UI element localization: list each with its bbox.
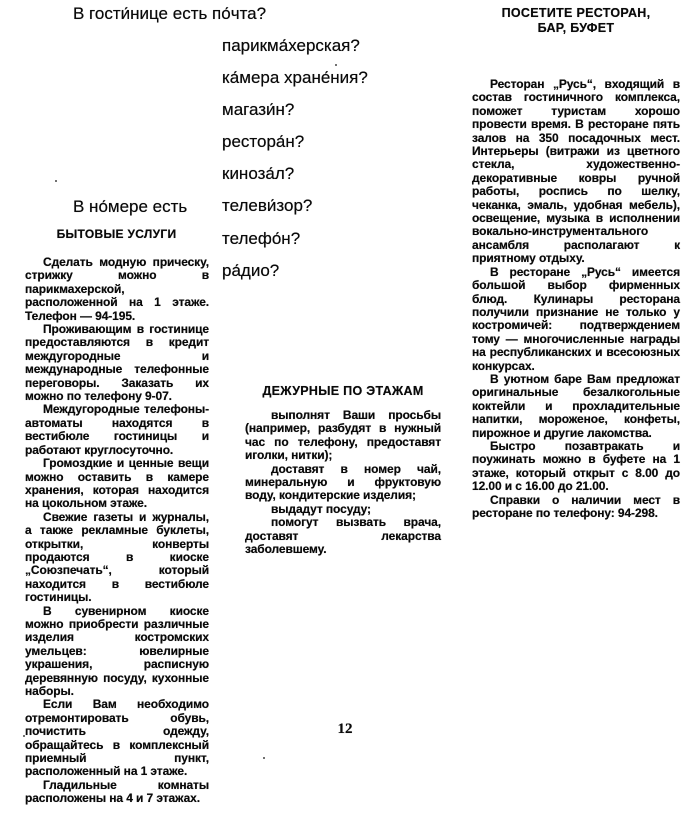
restaurant-paragraph: Ресторан „Русь“, входящий в состав гостиничного комплекса, поможет туристам хорошо провести время. В ресторане пять залов на 350 посадочных мест. Интерьеры (витражи из цветного стекла, художественно-декоративные ковры ручной работы, роспись по шелку, чеканка, эмаль, удобная мебель), освещение, музыка в исполнении вокально-инструментального ансамбля располагают к приятному отдыху. <box>472 77 680 266</box>
phrase-item-luggage-room: ка́мера хране́ния? <box>222 68 368 88</box>
phrase-question-heading: В гости́нице есть по́чта? <box>73 4 267 23</box>
scan-speck <box>23 735 25 737</box>
scan-speck <box>55 180 57 182</box>
services-paragraph: Громоздкие и ценные вещи можно оставить в камере хранения, которая находится на цокольном этаже. <box>25 456 209 511</box>
restaurant-paragraph: Справки о наличии мест в ресторане по телефону: 94-298. <box>472 492 680 520</box>
floor-attendants-paragraph: помогут вызвать врача, доставят лекарства заболевшему. <box>245 515 441 557</box>
scan-speck <box>263 757 265 759</box>
services-paragraph: Сделать модную прическу, стрижку можно в парикмахерской, расположенной на 1 этаже. Телефон — 94-195. <box>25 255 209 323</box>
floor-attendants-paragraph: выполнят Ваши просьбы (например, разбудят в нужный час по телефону, предоставят иголки, нитки); <box>245 408 441 463</box>
phrase-item-cinema: киноза́л? <box>222 164 295 184</box>
floor-attendants-body <box>245 409 441 556</box>
restaurant-paragraph: Быстро позавтракать и поужинать можно в буфете на 1 этаже, который открыт с 8.00 до 12.00 и с 16.00 до 21.00. <box>472 438 680 494</box>
phrase-item-phone: телефо́н? <box>222 228 301 248</box>
phrase-item-restaurant: рестора́н? <box>222 132 305 152</box>
services-paragraph: Если Вам необходимо отремонтировать обувь, почистить одежду, обращайтесь в комплексный приемный пункт, расположенный на 1 этаже. <box>25 697 209 779</box>
restaurant-paragraph: В уютном баре Вам предложат оригинальные безалкогольные коктейли и прохладительные напитки, мороженое, конфеты, пирожное и другие лакомства. <box>472 371 680 440</box>
phrase-item-tv: телеви́зор? <box>222 196 313 216</box>
floor-attendants-paragraph: доставят в номер чай, минеральную и фруктовую воду, кондитерские изделия; <box>245 461 441 503</box>
restaurant-heading-line1: ПОСЕТИТЕ РЕСТОРАН, <box>501 6 651 20</box>
phrase-item-radio: ра́дио? <box>222 260 280 280</box>
floor-attendants-heading: ДЕЖУРНЫЕ ПО ЭТАЖАМ <box>262 384 424 398</box>
scan-speck <box>335 64 337 66</box>
floor-attendants-paragraph: выдадут посуду; <box>271 501 371 516</box>
services-paragraph: Проживающим в гостинице предоставляются в кредит междугородные и международные телефонные переговоры. Заказать их можно по телефону 9-07. <box>25 322 209 404</box>
services-section-heading: БЫТОВЫЕ УСЛУГИ <box>56 227 177 241</box>
restaurant-section-body <box>472 78 680 520</box>
phrase-room-heading: В но́мере есть <box>73 197 188 216</box>
services-paragraph: Гладильные комнаты расположены на 4 и 7 этажах. <box>25 777 209 806</box>
restaurant-heading-line2: БАР, БУФЕТ <box>537 21 615 35</box>
services-paragraph: Междугородные телефоны-автоматы находятся в вестибюле гостиницы и работают круглосуточно. <box>25 402 209 457</box>
services-paragraph: В сувенирном киоске можно приобрести различные изделия костромских умельцев: ювелирные украшения, расписную деревянную посуду, кухонные наборы. <box>25 603 209 698</box>
phrase-item-hairdresser: парикма́херская? <box>222 36 360 55</box>
phrase-list <box>222 30 368 287</box>
restaurant-paragraph: В ресторане „Русь“ имеется большой выбор фирменных блюд. Кулинары ресторана получили признание не только у костромичей: подтверждением тому — многочисленные награды на республиканских и всесоюзных конкурсах. <box>472 264 680 373</box>
restaurant-section-heading <box>475 6 677 36</box>
page-number: 12 <box>337 721 353 737</box>
phrase-item-shop: магази́н? <box>222 100 295 120</box>
services-paragraph: Свежие газеты и журналы, а также рекламные буклеты, открытки, конверты продаются в киоске „Союзпечать“, который находится в вестибюле гостиницы. <box>25 509 209 605</box>
services-section-body <box>25 256 209 806</box>
